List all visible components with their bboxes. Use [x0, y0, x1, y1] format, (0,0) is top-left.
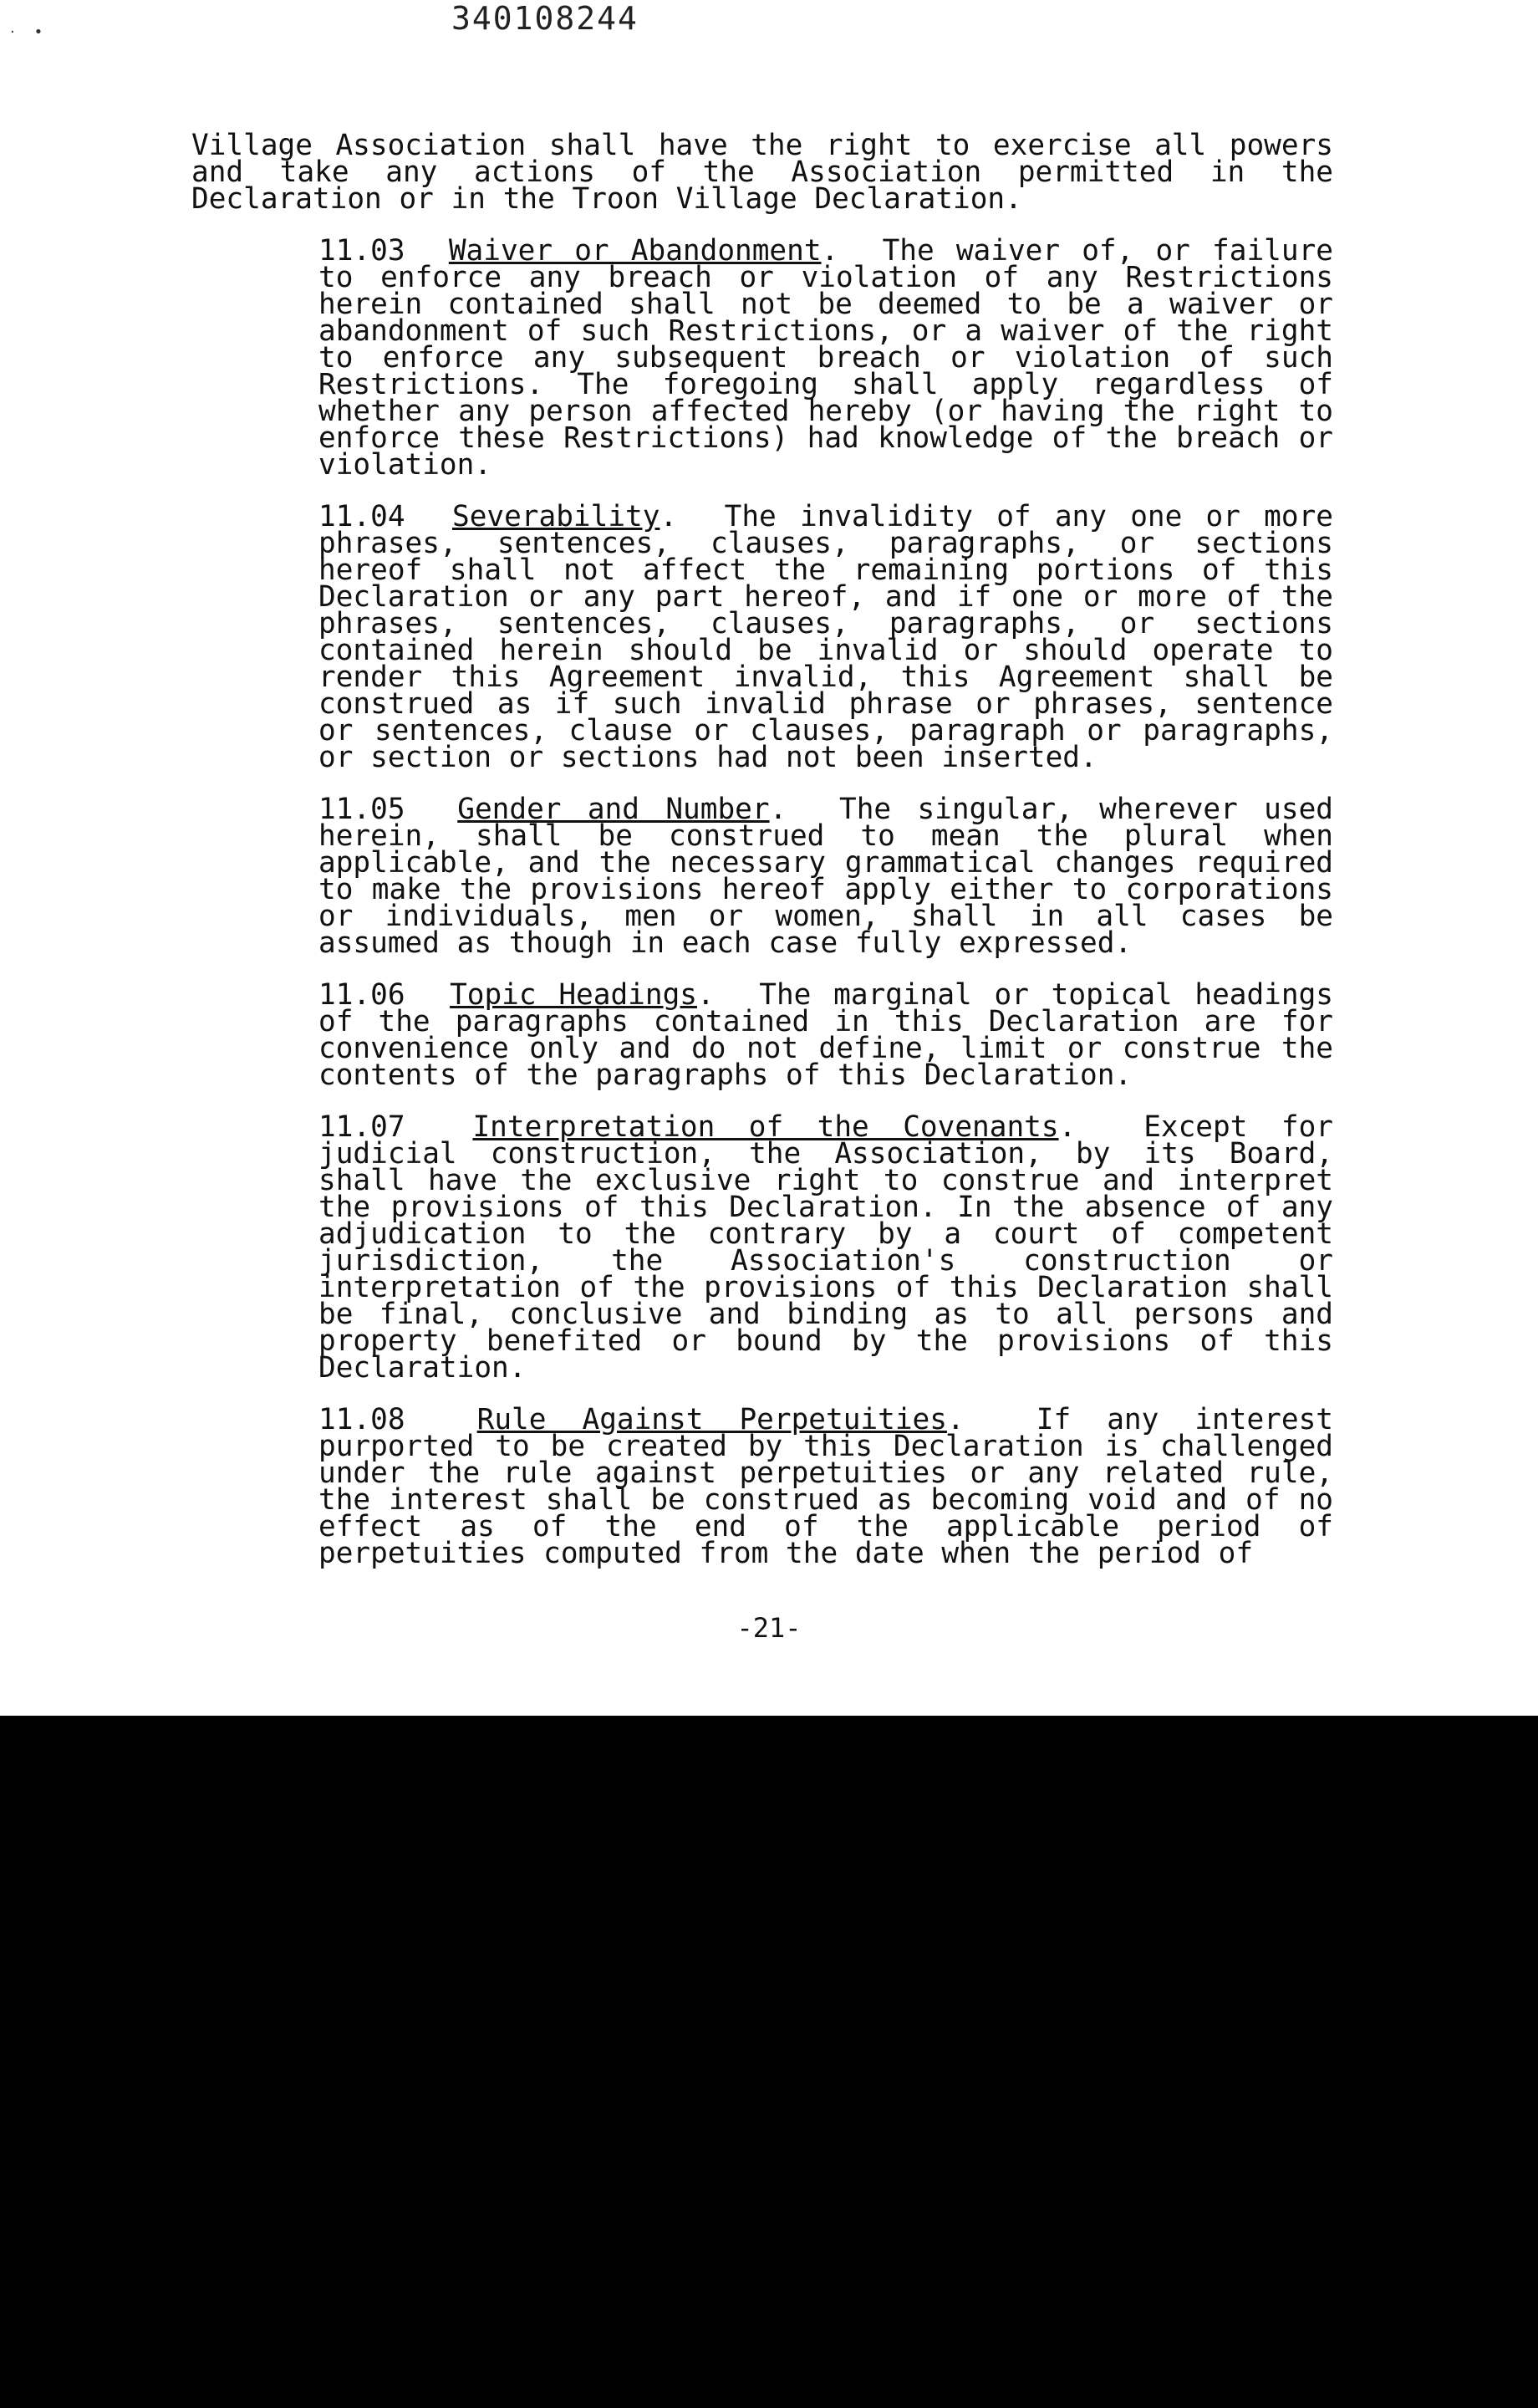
section-text: The singular, wherever used herein, shall be construed to mean the plural when applicable, and the necessary grammatical changes required to make the provisions hereof apply either to corporations or individuals, men or women, shall in all cases be assumed as though in each case fully expressed.	[318, 793, 1333, 960]
section-heading: Topic Headings	[450, 978, 697, 1012]
section-11-03: 11.03 Waiver or Abandonment. The waiver of, or failure to enforce any breach or violation of any Restrictions herein contained shall not be deemed to be a waiver or abandonment of such Restrictions, or a waiver of the right to enforce any subsequent breach or violation of such Restrictions. The foregoing shall apply regardless of whether any person affected hereby (or having the right to enforce these Restrictions) had knowledge of the breach or violation.	[318, 234, 1333, 482]
section-text: Except for judicial construction, the Association, by its Board, shall have the exclusive right to construe and interpret the provisions of this Declaration. In the absence of any adjudication to the contrary by a court of competent jurisdiction, the Association's construction or interpretation of the provisions of this Declaration shall be final, conclusive and binding as to all persons and property benefited or bound by the provisions of this Declaration.	[318, 1110, 1333, 1385]
section-heading: Severability	[451, 500, 660, 533]
section-text: The marginal or topical headings of the paragraphs contained in this Declaration are for convenience only and do not define, limit or construe the contents of the paragraphs of this Declaration.	[318, 978, 1334, 1092]
document-number: 340108244	[451, 0, 639, 37]
section-heading: Gender and Number	[457, 793, 770, 826]
section-number: 11.07	[318, 1110, 405, 1144]
section-11-08: 11.08 Rule Against Perpetuities. If any interest purported to be created by this Declaration is challenged under the rule against perpetuities or any related rule, the interest shall be construed as becoming void and of no effect as of the end of the applicable period of perpetuities computed from the date when the period of	[318, 1403, 1333, 1570]
scan-black-band	[0, 1716, 1538, 2408]
section-heading: Waiver or Abandonment	[448, 234, 822, 268]
section-11-07: 11.07 Interpretation of the Covenants. Except for judicial construction, the Association, by its Board, shall have the exclusive right to construe and interpret the provisions of this Declaration. In the absence of any adjudication to the contrary by a court of competent jurisdiction, the Association's construction or interpretation of the provisions of this Declaration shall be final, conclusive and binding as to all persons and property benefited or bound by the provisions of this Declaration.	[318, 1110, 1333, 1385]
section-number: 11.08	[318, 1403, 405, 1436]
section-number: 11.04	[318, 500, 405, 533]
section-text: The waiver of, or failure to enforce any breach or violation of any Restrictions herein contained shall not be deemed to be a waiver or abandonment of such Restrictions, or a waiver of the right to enforce any subsequent breach or violation of such Restrictions. The foregoing shall apply regardless of whether any person affected hereby (or having the right to enforce these Restrictions) had knowledge of the breach or violation.	[318, 234, 1333, 482]
scan-specks: · •	[10, 23, 43, 41]
section-11-04: 11.04 Severability. The invalidity of any one or more phrases, sentences, clauses, paragraphs, or sections hereof shall not affect the remaining portions of this Declaration or any part hereof, and if one or more of the phrases, sentences, clauses, paragraphs, or sections contained herein should be invalid or should operate to render this Agreement invalid, this Agreement shall be construed as if such invalid phrase or phrases, sentence or sentences, clause or clauses, paragraph or paragraphs, or section or sections had not been inserted.	[318, 500, 1333, 774]
section-number: 11.03	[318, 234, 405, 268]
section-11-06: 11.06 Topic Headings. The marginal or topical headings of the paragraphs contained in this Declaration are for convenience only and do not define, limit or construe the contents of the paragraphs of this Declaration.	[318, 978, 1334, 1092]
section-heading: Rule Against Perpetuities	[476, 1403, 947, 1436]
section-number: 11.06	[318, 978, 405, 1012]
section-text: The invalidity of any one or more phrases, sentences, clauses, paragraphs, or sections hereof shall not affect the remaining portions of this Declaration or any part hereof, and if one or more of the phrases, sentences, clauses, paragraphs, or sections contained herein should be invalid or should operate to render this Agreement invalid, this Agreement shall be construed as if such invalid phrase or phrases, sentence or sentences, clause or clauses, paragraph or paragraphs, or section or sections had not been inserted.	[318, 500, 1333, 774]
page-number: -21-	[736, 1612, 802, 1644]
document-body	[191, 129, 1334, 1592]
section-text: If any interest purported to be created by this Declaration is challenged under the rule against perpetuities or any related rule, the interest shall be construed as becoming void and of no effect as of the end of the applicable period of perpetuities computed from the date when the period of	[318, 1403, 1333, 1570]
section-heading: Interpretation of the Covenants	[472, 1110, 1059, 1144]
paragraph-text: Village Association shall have the right to exercise all powers and take any actions of the Association permitted in the Declaration or in the Troon Village Declaration.	[191, 129, 1333, 216]
section-number: 11.05	[318, 793, 405, 826]
paragraph-continuation	[191, 129, 1333, 216]
section-11-05: 11.05 Gender and Number. The singular, wherever used herein, shall be construed to mean the plural when applicable, and the necessary grammatical changes required to make the provisions hereof apply either to corporations or individuals, men or women, shall in all cases be assumed as though in each case fully expressed.	[318, 793, 1333, 960]
